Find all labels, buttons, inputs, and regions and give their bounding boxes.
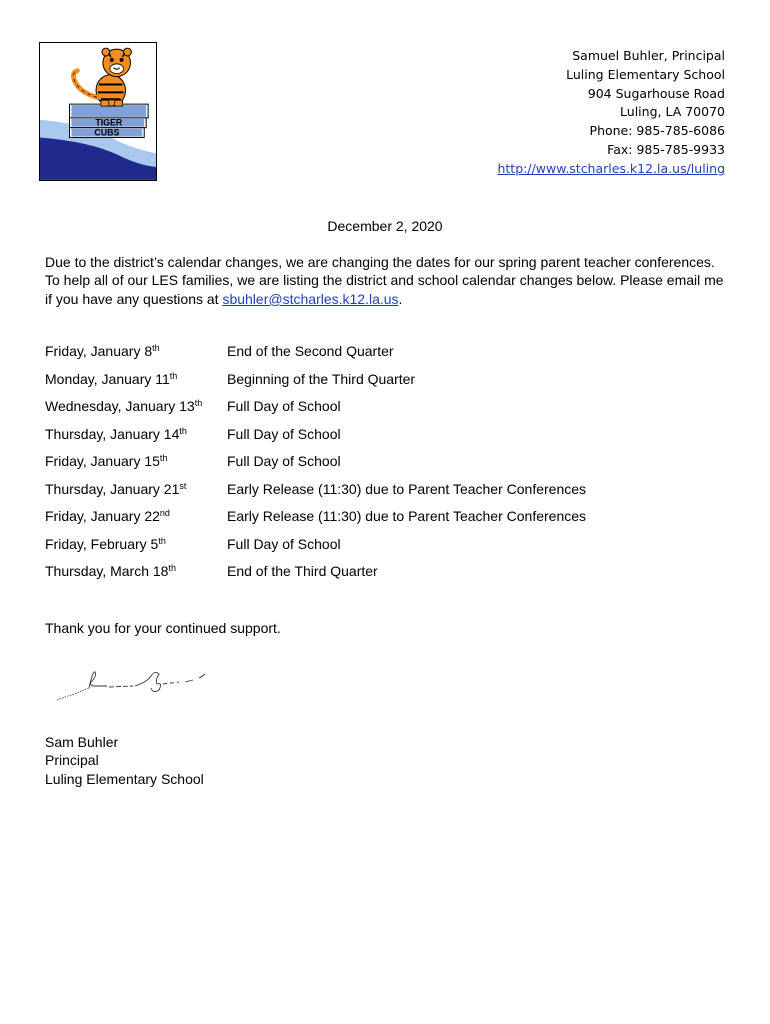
- schedule-date: Thursday, March 18th: [45, 563, 176, 579]
- schedule-event: End of the Third Quarter: [227, 563, 378, 579]
- schedule-date: Friday, February 5th: [45, 535, 166, 552]
- signer-title: Principal: [45, 752, 99, 769]
- principal-name: Samuel Buhler, Principal: [572, 48, 725, 63]
- schedule-date: Friday, January 22nd: [45, 508, 170, 524]
- schedule-date: Monday, January 11th: [45, 370, 178, 387]
- email-link[interactable]: sbuhler@stcharles.k12.la.us: [222, 290, 399, 307]
- schedule-date: Friday, January 15th: [45, 453, 168, 469]
- website-link[interactable]: http://www.stcharles.k12.la.us/luling: [497, 160, 725, 176]
- schedule-event: Early Release (11:30) due to Parent Teacher Conferences: [227, 480, 587, 497]
- schedule-event: Full Day of School: [227, 535, 341, 552]
- schedule-event: Full Day of School: [227, 453, 341, 469]
- tiger-mascot-icon: [40, 43, 156, 180]
- schedule-event: Full Day of School: [227, 398, 341, 414]
- svg-text:CUBS: CUBS: [94, 127, 120, 138]
- schedule-event: Beginning of the Third Quarter: [227, 370, 416, 387]
- intro-paragraph: [45, 253, 730, 308]
- closing-block: [45, 733, 204, 788]
- signer-name: Sam Buhler: [45, 734, 119, 750]
- school-logo: [39, 42, 157, 181]
- thank-you-line: Thank you for your continued support.: [45, 620, 281, 636]
- school-name: Luling Elementary School: [566, 66, 725, 82]
- intro-text: Due to the district’s calendar changes, we are changing the dates for our spring parent teacher conferences. To help all of our LES families, we are listing the district and school calendar changes below. Please email me if you have any questions at: [45, 254, 724, 307]
- fax-number: Fax: 985-785-9933: [607, 141, 725, 157]
- street-address: 904 Sugarhouse Road: [587, 85, 725, 101]
- signature: [55, 660, 215, 708]
- handwritten-signature-icon: [55, 660, 215, 708]
- svg-text:TIGER: TIGER: [95, 117, 123, 128]
- schedule-event: Early Release (11:30) due to Parent Teacher Conferences: [227, 508, 587, 524]
- schedule-event: Full Day of School: [227, 425, 341, 442]
- letter-date: December 2, 2020: [327, 218, 443, 234]
- intro-end: .: [398, 290, 403, 307]
- schedule-date: Friday, January 8th: [45, 343, 160, 359]
- phone-number: Phone: 985-785-6086: [589, 123, 725, 139]
- schedule-date: Wednesday, January 13th: [45, 398, 203, 414]
- letterhead: [497, 47, 725, 179]
- schedule-date: Thursday, January 14th: [45, 425, 187, 442]
- schedule-date: Thursday, January 21st: [45, 480, 187, 497]
- city-state-zip: Luling, LA 70070: [620, 104, 725, 120]
- schedule-event: End of the Second Quarter: [227, 343, 394, 359]
- signer-school: Luling Elementary School: [45, 770, 204, 787]
